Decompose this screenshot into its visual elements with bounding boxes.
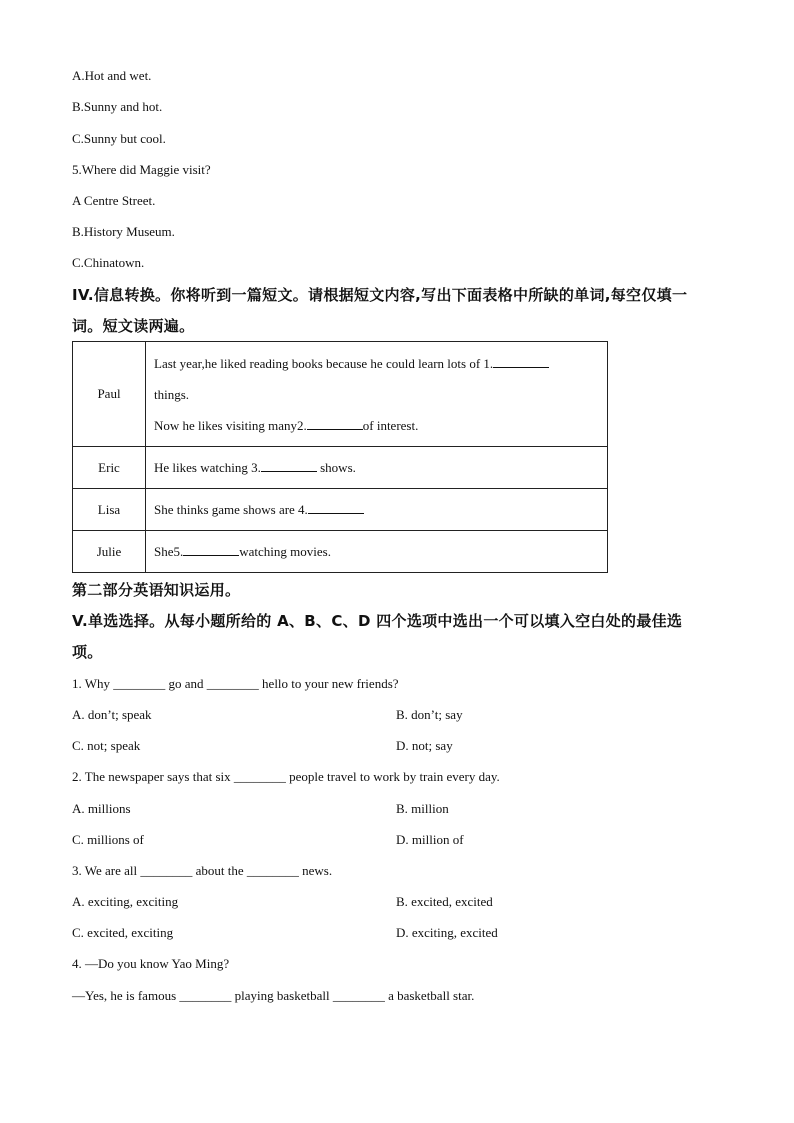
question-1-stem: 1. Why ________ go and ________ hello to your new friends? (72, 676, 399, 691)
question-3-option-a[interactable]: A. exciting, exciting (72, 894, 179, 909)
cell-text: watching movies. (239, 544, 331, 559)
question-1-option-d[interactable]: D. not; say (396, 738, 453, 753)
section-4-heading-line2: 词。短文读两遍。 (72, 317, 195, 335)
answer-blank-5[interactable] (183, 543, 239, 556)
cell-text: Last year,he liked reading books because he could learn lots of 1. (154, 355, 494, 371)
section-5-heading-line2: 项。 (72, 643, 103, 661)
section-5-heading-line1: V.单选选择。从每小题所给的 A、B、C、D 四个选项中选出一个可以填入空白处的最佳选 (72, 612, 683, 630)
info-table (72, 341, 608, 573)
table-content-cell (146, 447, 608, 489)
table-row (73, 342, 608, 447)
table-name-cell: Eric (73, 447, 146, 489)
question-1-option-a[interactable]: A. don’t; speak (72, 707, 152, 722)
question-5-stem: 5.Where did Maggie visit? (72, 162, 211, 177)
question-1-option-b[interactable]: B. don’t; say (396, 707, 463, 722)
question-2-option-c[interactable]: C. millions of (72, 832, 144, 847)
question-4-stem: 4. —Do you know Yao Ming? (72, 956, 230, 971)
question-2-stem: 2. The newspaper says that six ________ people travel to work by train every day. (72, 769, 500, 784)
question-3-option-d[interactable]: D. exciting, excited (396, 925, 498, 940)
option-a-hot-wet: A.Hot and wet. (72, 68, 152, 83)
question-2-option-a[interactable]: A. millions (72, 801, 131, 816)
answer-blank-3[interactable] (261, 459, 317, 472)
answer-blank-4[interactable] (308, 501, 364, 514)
question-2-option-d[interactable]: D. million of (396, 832, 464, 847)
cell-text: She5. (154, 544, 184, 559)
cell-text: things. (154, 386, 190, 402)
section-4-heading-line1: IV.信息转换。你将听到一篇短文。请根据短文内容,写出下面表格中所缺的单词,每空仅填一 (72, 286, 688, 304)
answer-blank-1[interactable] (493, 355, 549, 368)
table-cell-line (154, 348, 607, 379)
question-3-option-b[interactable]: B. excited, excited (396, 894, 493, 909)
part-2-heading: 第二部分英语知识运用。 (72, 581, 241, 599)
table-name-cell: Paul (73, 342, 146, 447)
table-row (73, 531, 608, 573)
table-name-cell: Lisa (73, 489, 146, 531)
table-content-cell (146, 342, 608, 447)
answer-blank-2[interactable] (307, 417, 363, 430)
question-1-option-c[interactable]: C. not; speak (72, 738, 141, 753)
question-3-stem: 3. We are all ________ about the ________ news. (72, 863, 333, 878)
table-name-cell: Julie (73, 531, 146, 573)
question-2-option-b[interactable]: B. million (396, 801, 449, 816)
cell-text: She thinks game shows are 4. (154, 502, 308, 517)
table-row (73, 489, 608, 531)
question-3-option-c[interactable]: C. excited, exciting (72, 925, 174, 940)
table-content-cell (146, 489, 608, 531)
cell-text: shows. (316, 460, 356, 475)
option-c-chinatown: C.Chinatown. (72, 255, 145, 270)
question-4-answer-line: —Yes, he is famous ________ playing basketball ________ a basketball star. (72, 988, 475, 1003)
table-cell-line (154, 410, 607, 441)
option-b-sunny-hot: B.Sunny and hot. (72, 99, 163, 114)
option-b-history-museum: B.History Museum. (72, 224, 175, 239)
cell-text: Now he likes visiting many2. (154, 417, 307, 433)
cell-text: of interest. (362, 417, 419, 433)
option-c-sunny-cool: C.Sunny but cool. (72, 131, 166, 146)
table-cell-line (154, 379, 607, 410)
table-row (73, 447, 608, 489)
option-a-centre-street: A Centre Street. (72, 193, 156, 208)
table-content-cell (146, 531, 608, 573)
cell-text: He likes watching 3. (154, 460, 261, 475)
